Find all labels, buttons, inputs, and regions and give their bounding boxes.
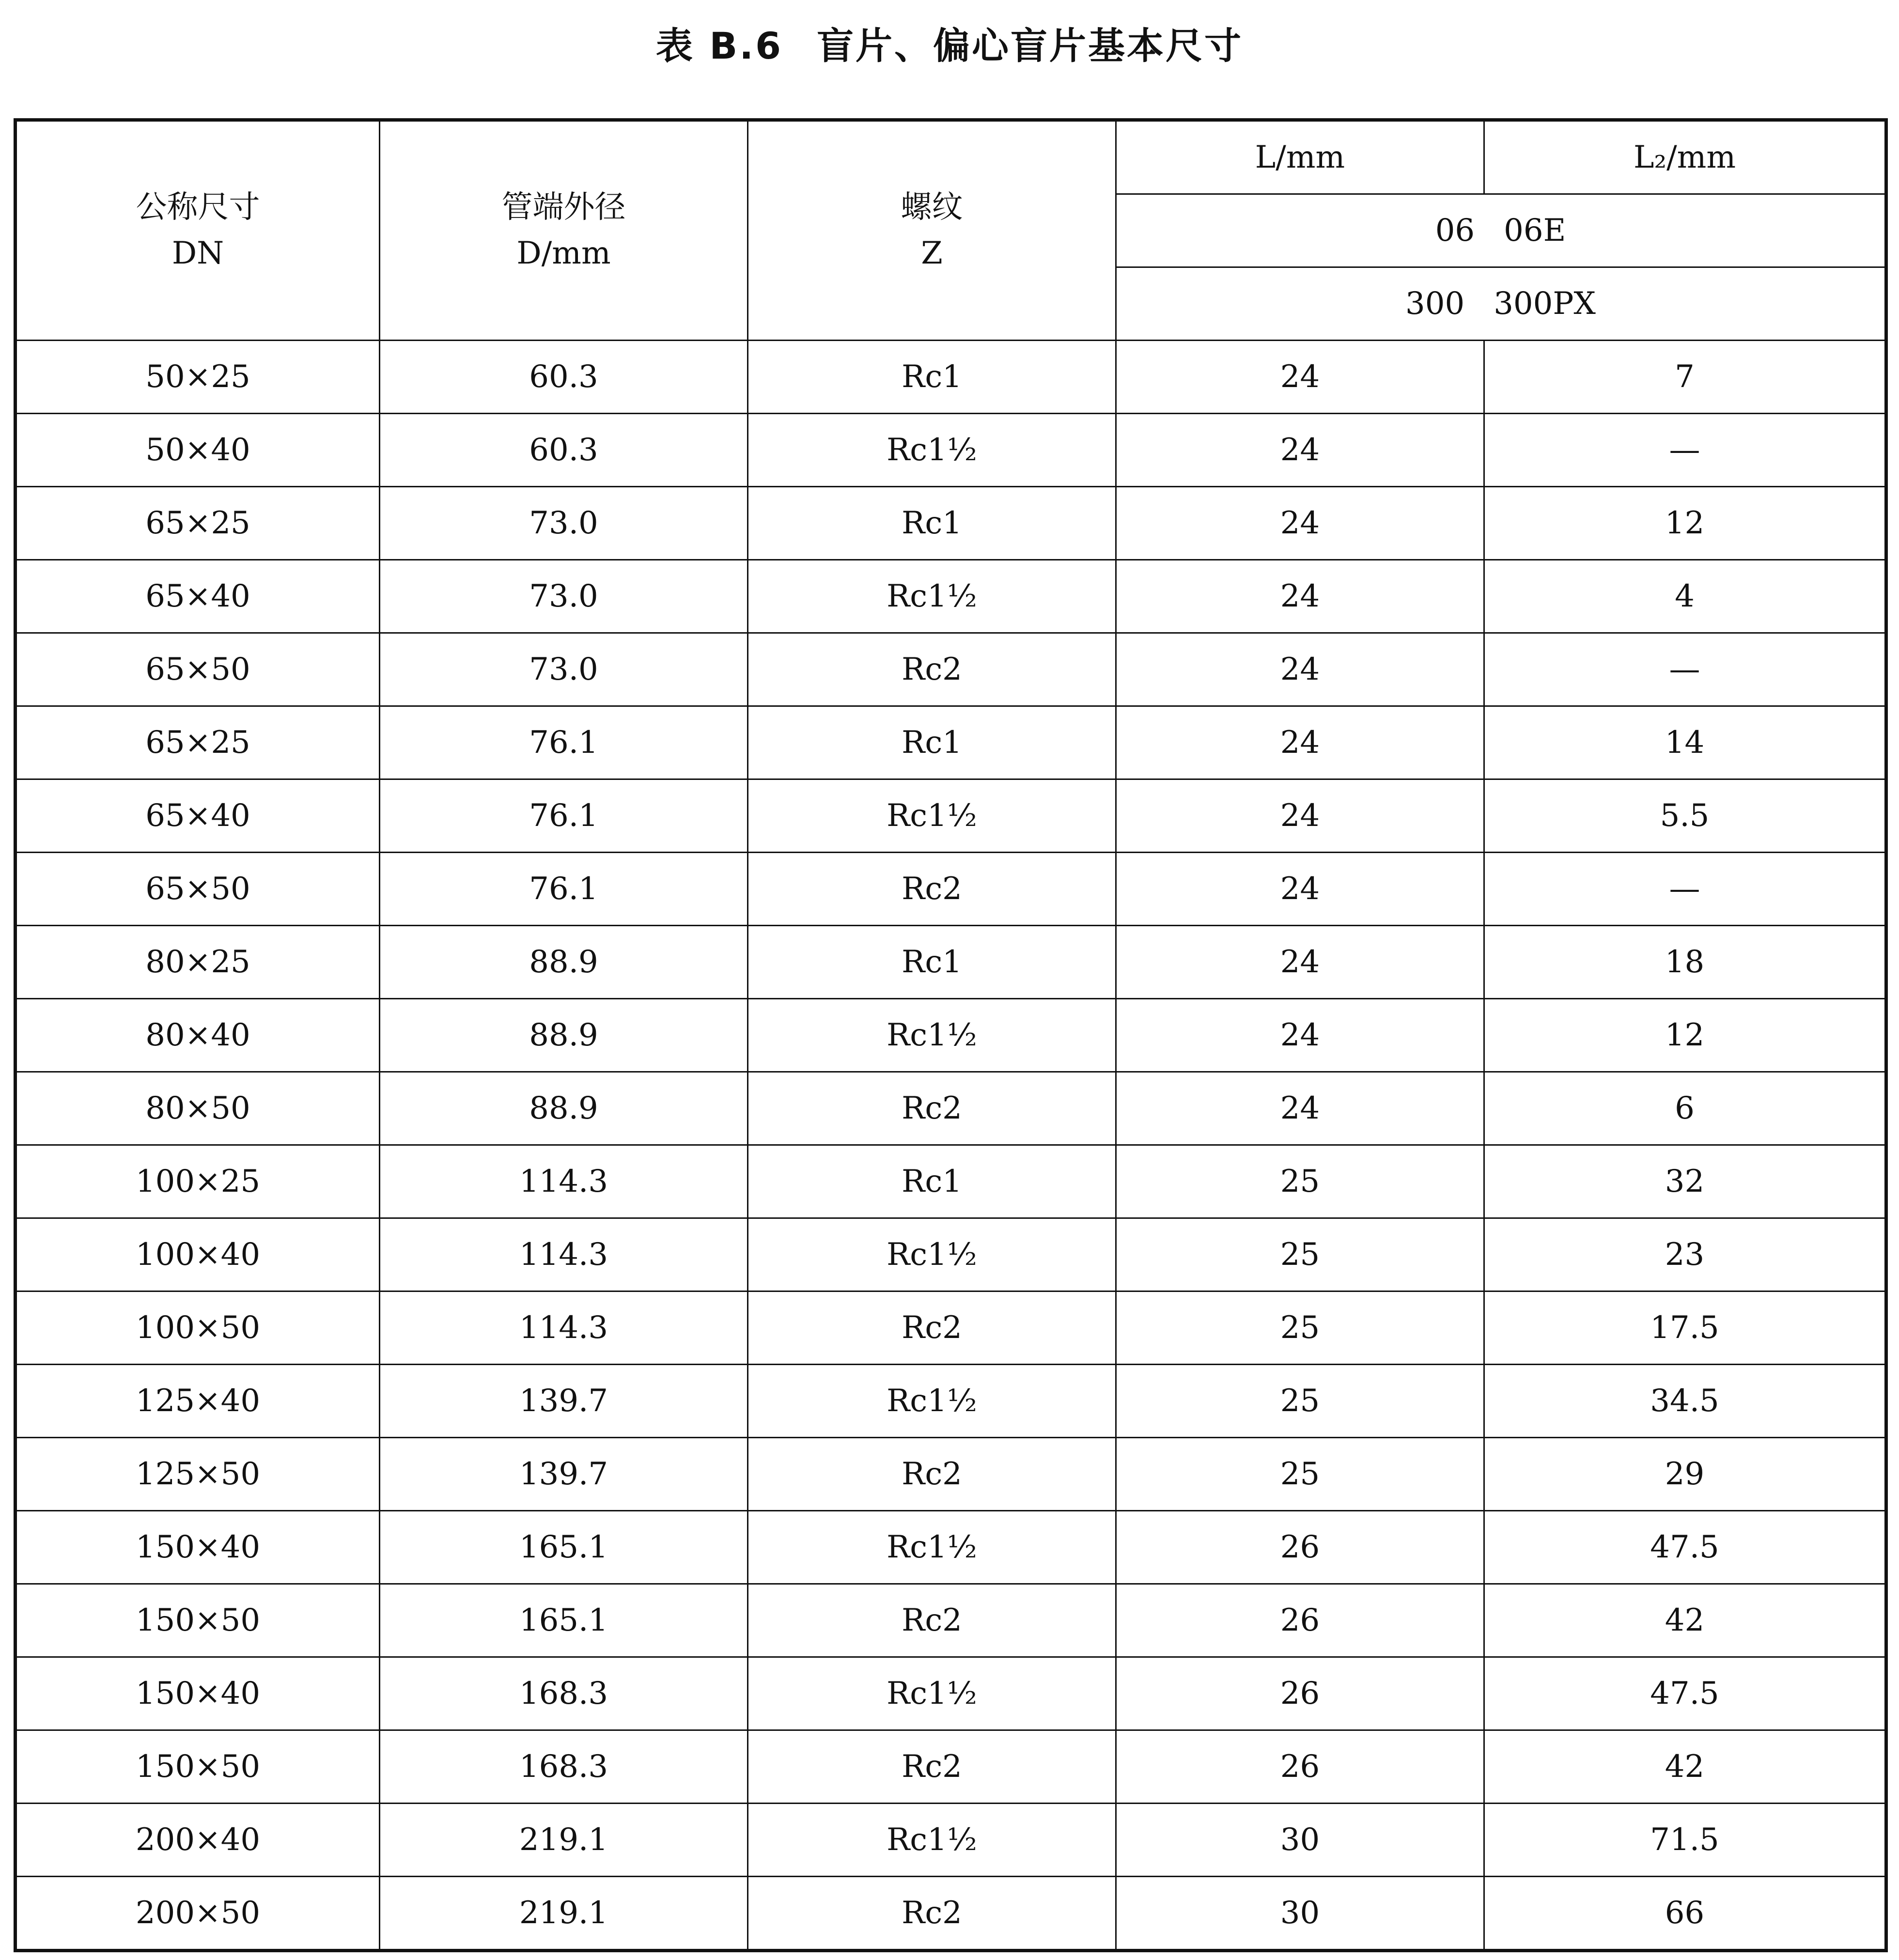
- cell-l: 25: [1116, 1145, 1484, 1218]
- table-row: [16, 1072, 1886, 1145]
- cell-l: 26: [1116, 1730, 1484, 1804]
- cell-dn: 150×40: [16, 1657, 380, 1730]
- cell-thread: Rc1: [748, 341, 1116, 414]
- cell-outer-diameter: 168.3: [380, 1657, 748, 1730]
- cell-l2: —: [1484, 633, 1886, 706]
- cell-outer-diameter: 139.7: [380, 1438, 748, 1511]
- cell-l2: 14: [1484, 706, 1886, 779]
- cell-thread: Rc1½: [748, 560, 1116, 633]
- header-dn-code: DN: [171, 235, 224, 271]
- table-number: 表 B.6: [655, 24, 783, 67]
- header-thread: [748, 120, 1116, 341]
- cell-dn: 100×25: [16, 1145, 380, 1218]
- cell-outer-diameter: 219.1: [380, 1877, 748, 1951]
- cell-dn: 80×40: [16, 999, 380, 1072]
- cell-thread: Rc1: [748, 706, 1116, 779]
- cell-l: 24: [1116, 1072, 1484, 1145]
- cell-dn: 65×50: [16, 633, 380, 706]
- cell-outer-diameter: 165.1: [380, 1511, 748, 1584]
- header-class-a-1: 06: [1435, 213, 1475, 249]
- cell-dn: 50×25: [16, 341, 380, 414]
- table-row: [16, 487, 1886, 560]
- cell-thread: Rc2: [748, 853, 1116, 926]
- cell-l2: 42: [1484, 1730, 1886, 1804]
- table-row: [16, 926, 1886, 999]
- cell-outer-diameter: 76.1: [380, 779, 748, 853]
- cell-dn: 125×40: [16, 1365, 380, 1438]
- cell-thread: Rc1: [748, 1145, 1116, 1218]
- cell-l2: 7: [1484, 341, 1886, 414]
- cell-l: 25: [1116, 1218, 1484, 1291]
- cell-dn: 100×50: [16, 1291, 380, 1365]
- cell-thread: Rc2: [748, 633, 1116, 706]
- cell-thread: Rc1½: [748, 1218, 1116, 1291]
- table-row: [16, 1584, 1886, 1657]
- table-row: [16, 1877, 1886, 1951]
- header-class-a: [1116, 194, 1886, 267]
- cell-l: 25: [1116, 1438, 1484, 1511]
- cell-outer-diameter: 168.3: [380, 1730, 748, 1804]
- cell-l: 24: [1116, 706, 1484, 779]
- cell-thread: Rc1½: [748, 414, 1116, 487]
- cell-dn: 65×50: [16, 853, 380, 926]
- table-row: [16, 1291, 1886, 1365]
- header-l2: L₂/mm: [1484, 120, 1886, 194]
- cell-dn: 150×40: [16, 1511, 380, 1584]
- cell-thread: Rc1: [748, 926, 1116, 999]
- table-row: [16, 706, 1886, 779]
- cell-dn: 65×40: [16, 779, 380, 853]
- cell-outer-diameter: 76.1: [380, 706, 748, 779]
- header-outer-diameter: [380, 120, 748, 341]
- cell-outer-diameter: 60.3: [380, 414, 748, 487]
- header-l: L/mm: [1116, 120, 1484, 194]
- header-class-b: [1116, 267, 1886, 341]
- cell-dn: 65×40: [16, 560, 380, 633]
- cell-thread: Rc1½: [748, 1511, 1116, 1584]
- header-class-b-2: 300PX: [1494, 286, 1596, 322]
- cell-outer-diameter: 73.0: [380, 560, 748, 633]
- cell-dn: 80×50: [16, 1072, 380, 1145]
- cell-outer-diameter: 114.3: [380, 1291, 748, 1365]
- cell-thread: Rc1½: [748, 999, 1116, 1072]
- cell-l2: 32: [1484, 1145, 1886, 1218]
- cell-dn: 50×40: [16, 414, 380, 487]
- cell-l2: 6: [1484, 1072, 1886, 1145]
- header-class-b-1: 300: [1405, 286, 1465, 322]
- cell-l: 24: [1116, 487, 1484, 560]
- table-row: [16, 779, 1886, 853]
- table-row: [16, 853, 1886, 926]
- header-z-label: 螺纹: [901, 189, 963, 226]
- table-row: [16, 1730, 1886, 1804]
- table-row: [16, 633, 1886, 706]
- cell-thread: Rc2: [748, 1072, 1116, 1145]
- table-body: [16, 120, 1886, 1951]
- cell-dn: 150×50: [16, 1584, 380, 1657]
- cell-l2: 47.5: [1484, 1657, 1886, 1730]
- cell-outer-diameter: 114.3: [380, 1145, 748, 1218]
- cell-l2: 18: [1484, 926, 1886, 999]
- cell-l: 24: [1116, 414, 1484, 487]
- table-row: [16, 1365, 1886, 1438]
- cell-outer-diameter: 76.1: [380, 853, 748, 926]
- table-row: [16, 999, 1886, 1072]
- cell-outer-diameter: 219.1: [380, 1804, 748, 1877]
- header-row-1: [16, 120, 1886, 194]
- cell-l2: 71.5: [1484, 1804, 1886, 1877]
- cell-l: 24: [1116, 560, 1484, 633]
- cell-thread: Rc2: [748, 1438, 1116, 1511]
- table-row: [16, 341, 1886, 414]
- table-row: [16, 1438, 1886, 1511]
- cell-dn: 65×25: [16, 487, 380, 560]
- cell-l2: 4: [1484, 560, 1886, 633]
- table-row: [16, 1145, 1886, 1218]
- cell-l: 26: [1116, 1511, 1484, 1584]
- cell-l: 25: [1116, 1291, 1484, 1365]
- cell-l2: —: [1484, 853, 1886, 926]
- cell-l: 30: [1116, 1804, 1484, 1877]
- cell-l: 26: [1116, 1584, 1484, 1657]
- cell-outer-diameter: 165.1: [380, 1584, 748, 1657]
- cell-dn: 100×40: [16, 1218, 380, 1291]
- cell-l: 24: [1116, 341, 1484, 414]
- cell-outer-diameter: 73.0: [380, 633, 748, 706]
- cell-thread: Rc1½: [748, 1365, 1116, 1438]
- header-z-code: Z: [921, 235, 943, 271]
- cell-outer-diameter: 73.0: [380, 487, 748, 560]
- cell-thread: Rc2: [748, 1730, 1116, 1804]
- header-d-unit: D/mm: [516, 235, 611, 271]
- table-caption: 盲片、偏心盲片基本尺寸: [817, 24, 1244, 67]
- cell-l2: 47.5: [1484, 1511, 1886, 1584]
- cell-dn: 200×50: [16, 1877, 380, 1951]
- header-dn-label: 公称尺寸: [136, 189, 260, 226]
- table-row: [16, 1511, 1886, 1584]
- header-dn: [16, 120, 380, 341]
- dimension-table: [14, 118, 1888, 1952]
- cell-thread: Rc2: [748, 1291, 1116, 1365]
- cell-outer-diameter: 139.7: [380, 1365, 748, 1438]
- cell-thread: Rc1½: [748, 779, 1116, 853]
- cell-l2: 12: [1484, 487, 1886, 560]
- table-title: [0, 19, 1899, 73]
- cell-l2: 17.5: [1484, 1291, 1886, 1365]
- cell-l: 30: [1116, 1877, 1484, 1951]
- cell-l2: 29: [1484, 1438, 1886, 1511]
- cell-dn: 200×40: [16, 1804, 380, 1877]
- cell-outer-diameter: 88.9: [380, 999, 748, 1072]
- cell-dn: 80×25: [16, 926, 380, 999]
- cell-thread: Rc2: [748, 1584, 1116, 1657]
- cell-l: 24: [1116, 853, 1484, 926]
- cell-l2: 12: [1484, 999, 1886, 1072]
- cell-l: 24: [1116, 999, 1484, 1072]
- cell-l2: —: [1484, 414, 1886, 487]
- cell-l2: 34.5: [1484, 1365, 1886, 1438]
- cell-thread: Rc1½: [748, 1804, 1116, 1877]
- cell-l2: 66: [1484, 1877, 1886, 1951]
- cell-l: 25: [1116, 1365, 1484, 1438]
- cell-l2: 5.5: [1484, 779, 1886, 853]
- table-row: [16, 1218, 1886, 1291]
- cell-dn: 65×25: [16, 706, 380, 779]
- cell-l: 24: [1116, 779, 1484, 853]
- header-class-a-2: 06E: [1504, 213, 1566, 249]
- cell-thread: Rc2: [748, 1877, 1116, 1951]
- header-d-label: 管端外径: [501, 189, 626, 226]
- cell-l: 24: [1116, 926, 1484, 999]
- cell-thread: Rc1½: [748, 1657, 1116, 1730]
- cell-l: 26: [1116, 1657, 1484, 1730]
- cell-outer-diameter: 88.9: [380, 1072, 748, 1145]
- cell-dn: 125×50: [16, 1438, 380, 1511]
- table-row: [16, 1804, 1886, 1877]
- cell-dn: 150×50: [16, 1730, 380, 1804]
- table-row: [16, 1657, 1886, 1730]
- cell-outer-diameter: 114.3: [380, 1218, 748, 1291]
- cell-thread: Rc1: [748, 487, 1116, 560]
- table-row: [16, 414, 1886, 487]
- cell-outer-diameter: 60.3: [380, 341, 748, 414]
- cell-l2: 42: [1484, 1584, 1886, 1657]
- cell-outer-diameter: 88.9: [380, 926, 748, 999]
- cell-l2: 23: [1484, 1218, 1886, 1291]
- cell-l: 24: [1116, 633, 1484, 706]
- table-row: [16, 560, 1886, 633]
